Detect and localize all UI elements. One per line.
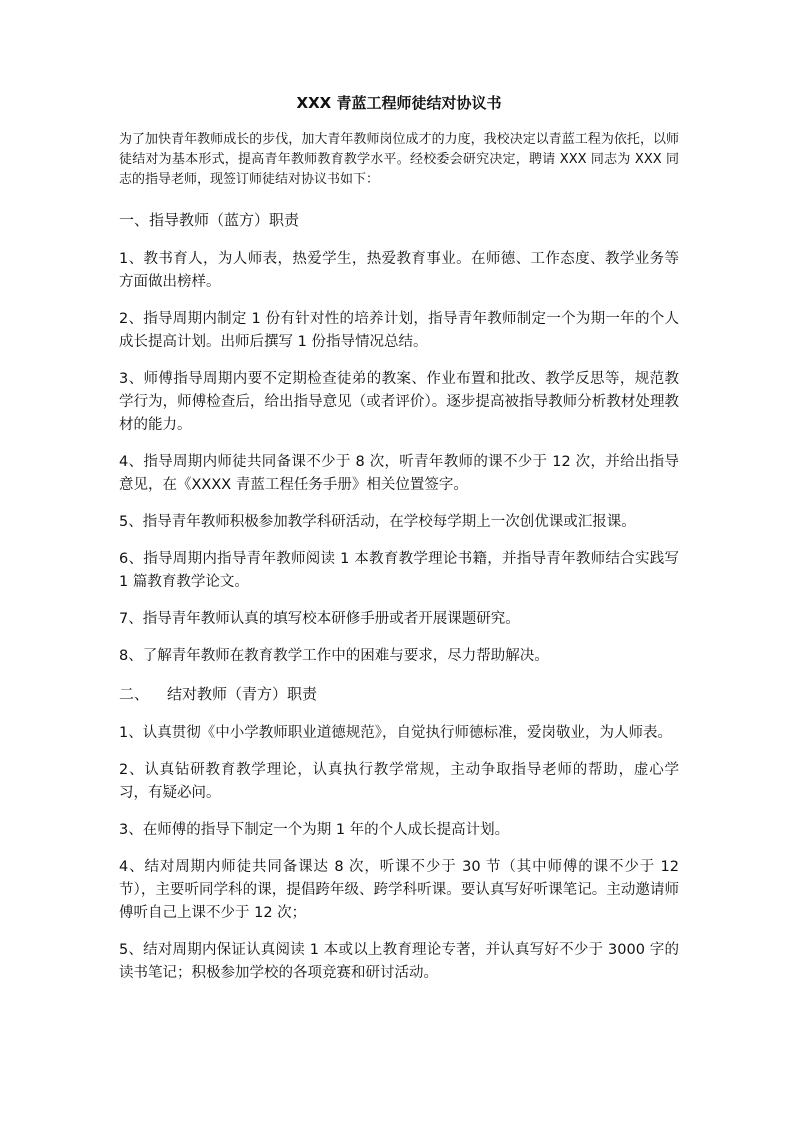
section-heading-text: 结对教师（青方）职责: [167, 685, 318, 703]
document-title: XXX 青蓝工程师徒结对协议书: [296, 94, 502, 112]
mentor-duty-item: 1、教书育人，为人师表，热爱学生，热爱教育事业。在师德、工作态度、教学业务等方面做出榜样。: [119, 251, 679, 290]
mentor-duty-item: 6、指导周期内指导青年教师阅读 1 本教育教学理论书籍，并指导青年教师结合实践写 1 篇教育教学论文。: [119, 551, 679, 590]
mentor-duty-item: 7、指导青年教师认真的填写校本研修手册或者开展课题研究。: [119, 611, 520, 627]
section-heading-mentor: 一、指导教师（蓝方）职责: [119, 211, 300, 229]
mentor-duty-item: 2、指导周期内制定 1 份有针对性的培养计划，指导青年教师制定一个为期一年的个人成长提高计划。出师后撰写 1 份指导情况总结。: [119, 311, 679, 350]
mentee-duty-item: 1、认真贯彻《中小学教师职业道德规范》，自觉执行师德标准，爱岗敬业，为人师表。: [119, 725, 672, 741]
intro-paragraph: 为了加快青年教师成长的步伐，加大青年教师岗位成才的力度，我校决定以青蓝工程为依托，以师徒结对为基本形式，提高青年教师教育教学水平。经校委会研究决定，聘请 XXX 同志为 XXX 同志的指导老师，现签订师徒结对协议书如下：: [119, 132, 679, 187]
mentee-duty-item: 3、在师傅的指导下制定一个为期 1 年的个人成长提高计划。: [119, 822, 510, 838]
mentor-duty-item: 3、师傅指导周期内要不定期检查徒弟的教案、作业布置和批改、教学反思等，规范教学行为，师傅检查后，给出指导意见（或者评价）。逐步提高被指导教师分析教材处理教材的能力。: [119, 371, 679, 433]
mentee-duty-item: 2、认真钻研教育教学理论，认真执行教学常规，主动争取指导老师的帮助，虚心学习，有疑必问。: [119, 762, 679, 801]
mentor-duty-item: 4、指导周期内师徒共同备课不少于 8 次，听青年教师的课不少于 12 次，并给出指导意见，在《XXXX 青蓝工程任务手册》相关位置签字。: [119, 454, 679, 493]
section-heading-mentee: [119, 682, 679, 706]
mentee-duty-item: 4、结对周期内师徒共同备课达 8 次，听课不少于 30 节（其中师傅的课不少于 12 节），主要听同学科的课，提倡跨年级、跨学科听课。要认真写好听课笔记。主动邀请师傅听自己上课不少于 12 次；: [119, 859, 679, 921]
mentor-duty-item: 8、了解青年教师在教育教学工作中的困难与要求，尽力帮助解决。: [119, 648, 549, 664]
document-body: [119, 92, 679, 999]
mentee-duty-item: 5、结对周期内保证认真阅读 1 本或以上教育理论专著，并认真写好不少于 3000 字的读书笔记；积极参加学校的各项竞赛和研讨活动。: [119, 942, 679, 981]
section-heading-number: 二、: [119, 685, 150, 703]
mentor-duty-item: 5、指导青年教师积极参加教学科研活动，在学校每学期上一次创优课或汇报课。: [119, 514, 636, 530]
